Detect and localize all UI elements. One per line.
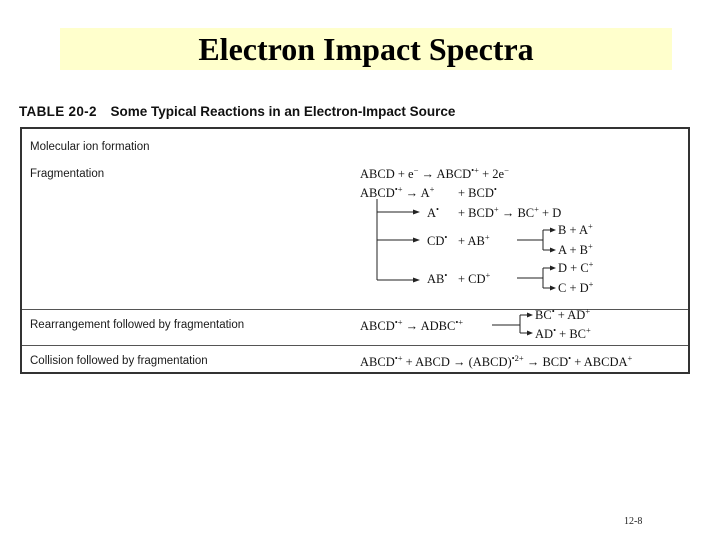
equation-rearrangement-lower: AD• + BC+ <box>535 325 591 342</box>
equation-rearrangement: ABCD•+ → ADBC•+ <box>360 317 464 334</box>
equation-branch-c-partner: + CD+ <box>458 270 491 287</box>
table-number: TABLE 20-2 <box>19 104 97 119</box>
equation-branch-b: CD• <box>427 232 448 249</box>
equation-collision: ABCD•+ + ABCD → (ABCD)$^{•2+}$ → BCD• + ABCDA+ <box>360 353 633 370</box>
equation-branch-a-products: + BCD+ → BC+ + D <box>458 204 562 221</box>
slide-number: 12-8 <box>624 516 643 527</box>
equation-branch-c: AB• <box>427 270 448 287</box>
equation-ionization: ABCD + e− → ABCD•+ + 2e− <box>360 165 509 182</box>
table-caption <box>19 104 699 126</box>
title-banner <box>60 28 672 70</box>
equation-branch-b-partner: + AB+ <box>458 232 490 249</box>
equation-rearrangement-upper: BC• + AD+ <box>535 306 591 323</box>
equation-branch-c-upper: D + C+ <box>558 259 594 276</box>
row-label-rearrangement: Rearrangement followed by fragmentation <box>30 319 245 331</box>
slide-title: Electron Impact Spectra <box>198 31 534 67</box>
equation-branch-b-lower: A + B+ <box>558 241 593 258</box>
table-caption-text: Some Typical Reactions in an Electron-Impact Source <box>110 104 456 119</box>
equation-branch-a: A• <box>427 204 440 221</box>
row-label-collision: Collision followed by fragmentation <box>30 355 208 367</box>
row-label-fragmentation: Fragmentation <box>30 168 105 180</box>
row-label-molecular-ion: Molecular ion formation <box>30 141 150 153</box>
equation-branch-c-lower: C + D+ <box>558 279 594 296</box>
equation-branch-b-upper: B + A+ <box>558 221 593 238</box>
equation-fragmentation: ABCD•+ → A+ <box>360 184 435 201</box>
table-divider <box>22 345 688 346</box>
equation-fragmentation-partner: + BCD• <box>458 184 497 201</box>
